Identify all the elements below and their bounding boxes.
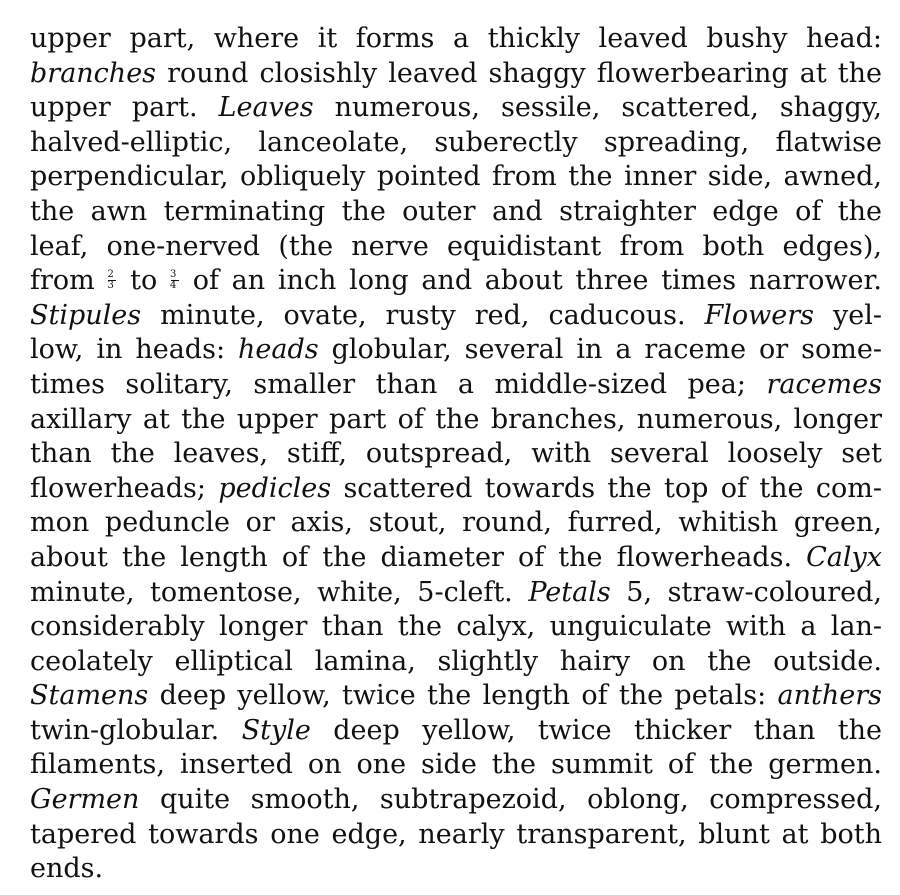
- text-run: quite smooth, subtrapezoid, oblong, compressed,: [139, 784, 882, 816]
- text-line: [30, 610, 882, 645]
- italic-term: Calyx: [806, 541, 882, 573]
- italic-term: Flowers: [704, 299, 815, 331]
- fraction-denominator: 3: [107, 280, 114, 292]
- text-run: flowerheads;: [30, 472, 219, 504]
- text-run: the awn terminating the outer and straighter edge of the: [30, 195, 882, 227]
- text-run: about the length of the diameter of the flowerheads.: [30, 541, 807, 573]
- text-line: [30, 748, 882, 783]
- text-run: leaf, one-nerved (the nerve equidistant from both edges),: [30, 230, 882, 262]
- text-run: twin-globular.: [30, 714, 242, 746]
- text-run: ends.: [30, 853, 104, 885]
- italic-term: branches: [30, 57, 157, 89]
- fraction: [170, 270, 180, 292]
- italic-term: Germen: [30, 784, 140, 816]
- text-line: [30, 264, 882, 299]
- text-run: times solitary, smaller than a middle-sized pea;: [30, 368, 767, 400]
- text-line: [30, 506, 882, 541]
- text-run: numerous, sessile, scattered, shaggy,: [313, 92, 882, 124]
- book-page-text-block: [30, 22, 882, 887]
- text-line: [30, 299, 882, 334]
- text-line: [30, 22, 882, 57]
- italic-term: Stipules: [30, 299, 142, 331]
- fraction: [107, 270, 117, 292]
- text-run: scattered towards the top of the com-: [331, 472, 882, 504]
- text-line: [30, 472, 882, 507]
- text-run: halved-elliptic, lanceolate, suberectly spreading, flatwise: [30, 126, 882, 158]
- text-line: [30, 195, 882, 230]
- text-run: than the leaves, stiff, outspread, with several loosely set: [30, 438, 882, 470]
- text-line: [30, 437, 882, 472]
- text-run: deep yellow, twice the length of the petals:: [148, 680, 778, 712]
- text-line: [30, 368, 882, 403]
- text-run: upper part.: [30, 92, 219, 124]
- text-line: [30, 645, 882, 680]
- text-run: globular, several in a raceme or some-: [318, 334, 882, 366]
- text-line: [30, 541, 882, 576]
- italic-term: Stamens: [30, 680, 149, 712]
- fraction-denominator: 4: [169, 280, 177, 292]
- text-run: axillary at the upper part of the branches, numerous, longer: [30, 403, 882, 435]
- text-line: [30, 91, 882, 126]
- italic-term: Style: [241, 714, 311, 746]
- text-run: minute, ovate, rusty red, caducous.: [141, 299, 705, 331]
- fraction-numerator: 3: [169, 269, 177, 281]
- text-line: [30, 818, 882, 853]
- italic-term: Petals: [528, 576, 611, 608]
- text-line: [30, 852, 882, 887]
- text-line: [30, 230, 882, 265]
- text-run: tapered towards one edge, nearly transparent, blunt at both: [30, 818, 882, 850]
- text-run: perpendicular, obliquely pointed from the inner side, awned,: [30, 161, 882, 193]
- text-run: upper part, where it forms a thickly leaved bushy head:: [30, 23, 882, 54]
- text-run: yel-: [814, 299, 882, 331]
- text-line: [30, 333, 882, 368]
- text-line: [30, 160, 882, 195]
- text-run: round closishly leaved shaggy flowerbearing at the: [156, 57, 882, 89]
- text-run: low, in heads:: [30, 334, 239, 366]
- text-line: [30, 403, 882, 438]
- text-line: [30, 126, 882, 161]
- text-run: mon peduncle or axis, stout, round, furred, whitish green,: [30, 507, 882, 539]
- fraction-numerator: 2: [107, 269, 114, 281]
- text-run: of an inch long and about three times narrower.: [179, 265, 882, 297]
- italic-term: heads: [238, 334, 319, 366]
- italic-term: anthers: [777, 680, 882, 712]
- text-run: ceolately elliptical lamina, slightly hairy on the outside.: [30, 645, 882, 677]
- italic-term: pedicles: [218, 472, 332, 504]
- italic-term: racemes: [766, 368, 882, 400]
- text-line: [30, 714, 882, 749]
- text-run: considerably longer than the calyx, unguiculate with a lan-: [30, 611, 882, 643]
- text-run: from: [30, 265, 108, 297]
- text-line: [30, 576, 882, 611]
- text-line: [30, 679, 882, 714]
- text-line: [30, 57, 882, 92]
- text-run: minute, tomentose, white, 5-cleft.: [30, 576, 529, 608]
- text-run: deep yellow, twice thicker than the: [310, 714, 882, 746]
- text-run: 5, straw-coloured,: [610, 576, 882, 608]
- text-run: to: [117, 265, 170, 297]
- text-run: filaments, inserted on one side the summit of the germen.: [30, 749, 882, 781]
- text-line: [30, 783, 882, 818]
- italic-term: Leaves: [218, 92, 314, 124]
